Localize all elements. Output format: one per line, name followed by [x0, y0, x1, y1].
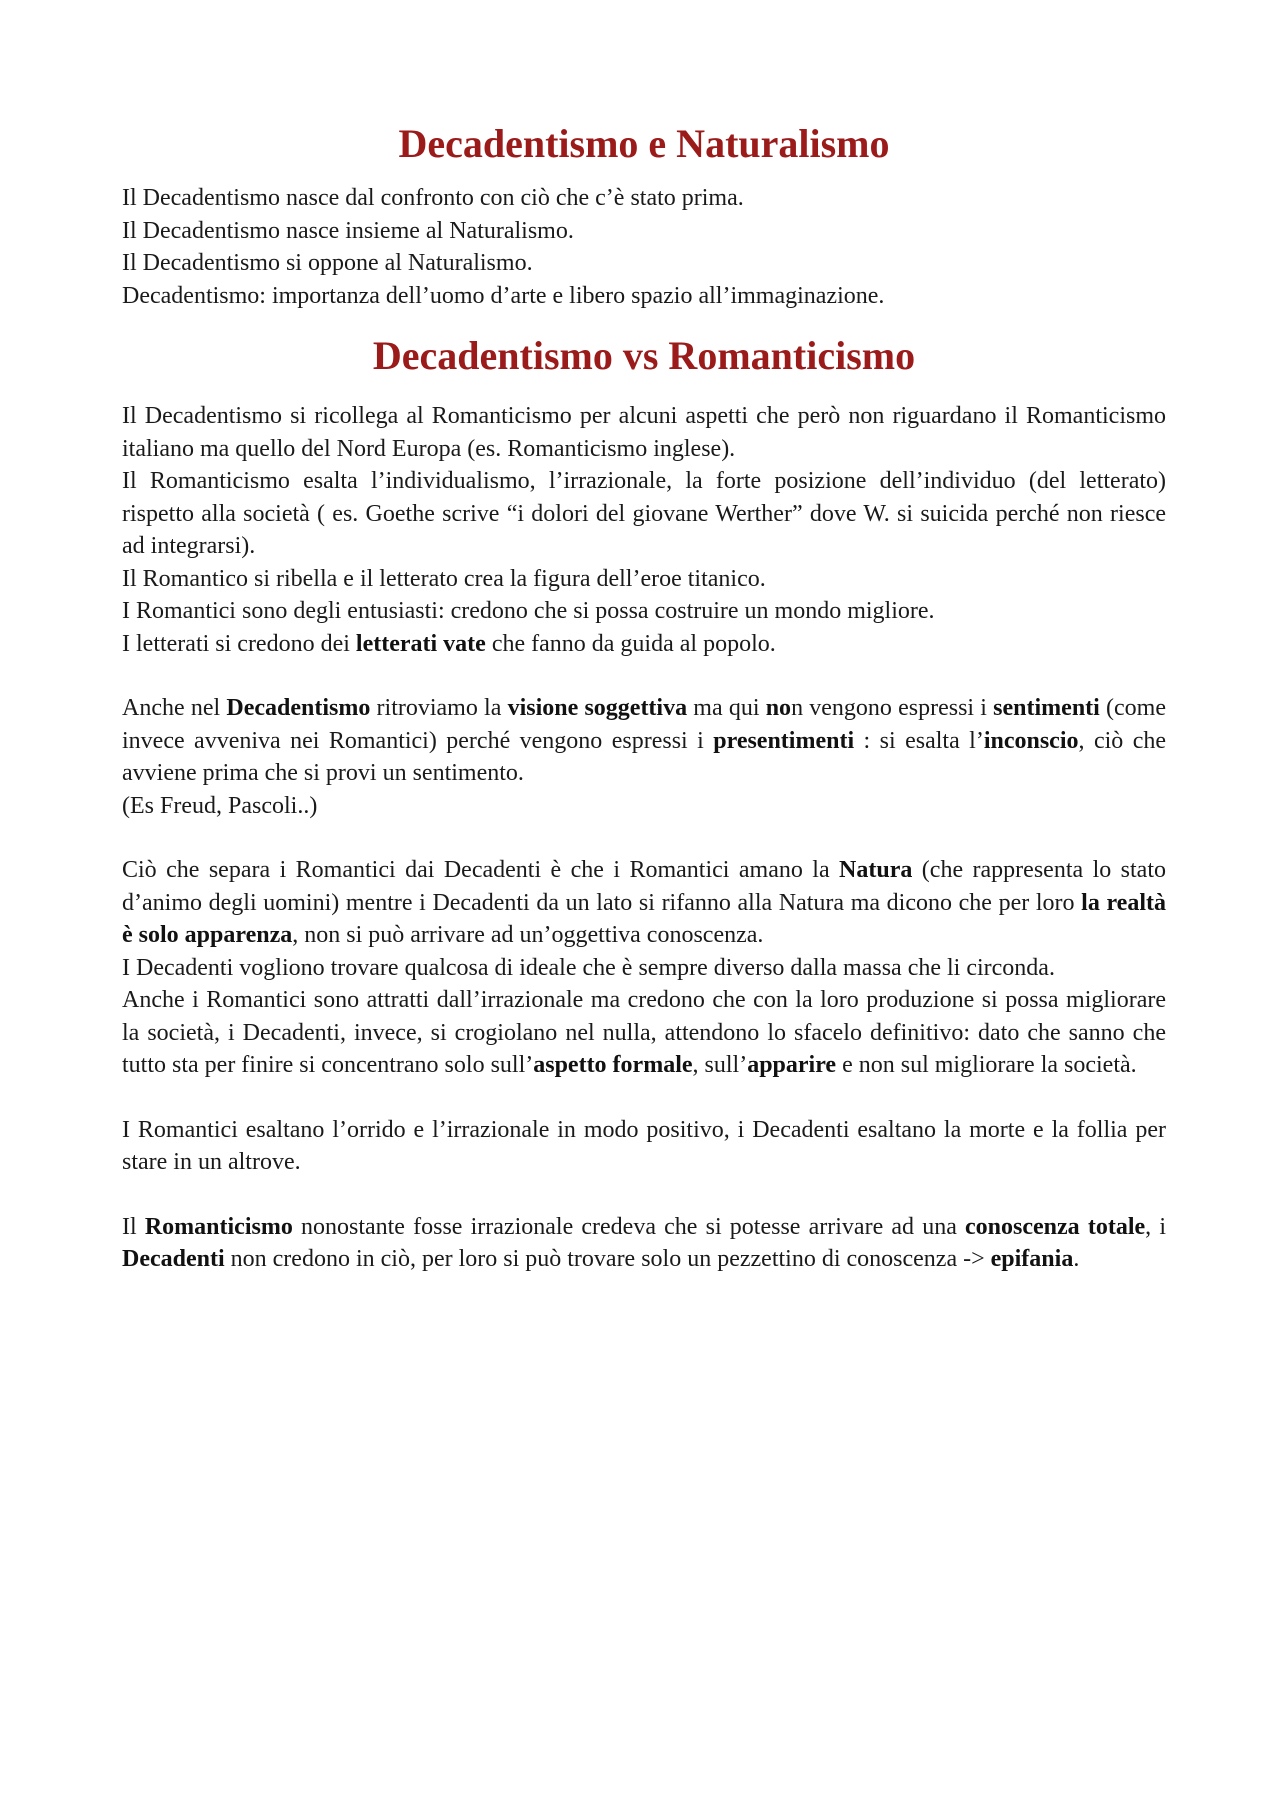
block-orrido [122, 1114, 1166, 1179]
text-run: , ciò che avviene prima che si provi un sentimento. [122, 727, 1167, 786]
paragraph: I Decadenti vogliono trovare qualcosa di ideale che è sempre diverso dalla massa che li circonda. [122, 954, 1055, 981]
bold-term: epifania [990, 1246, 1074, 1272]
text-line: Il Decadentismo si oppone al Naturalismo. [122, 250, 533, 276]
text-run: . [1073, 1246, 1080, 1272]
paragraph-gap [122, 822, 1166, 854]
bold-term: inconscio [983, 727, 1079, 754]
text-run: che fanno da guida al popolo. [485, 630, 776, 657]
text-run: non credono in ciò, per loro si può trovare solo un pezzettino di conoscenza -> [224, 1246, 991, 1272]
paragraph: Il Romanticismo esalta l’individualismo, l’irrazionale, la forte posizione dell’individuo (del letterato) rispetto alla società ( es. Goethe scrive “i dolori del giovane Werther” dove W. si suicida perché non riesce ad integrarsi). [122, 468, 1166, 559]
text-run: , i [1145, 1213, 1166, 1240]
block-visione-soggettiva [122, 692, 1166, 822]
text-run: ritroviamo la [370, 695, 508, 721]
bold-term: Decadentismo [226, 695, 371, 721]
text-run: (che rappresenta lo stato d’animo degli uomini) mentre i Decadenti da un lato si rifanno alla Natura ma dicono che per loro [122, 857, 1166, 916]
bold-term: no [765, 695, 792, 721]
text-line: Decadentismo: importanza dell’uomo d’arte e libero spazio all’immaginazione. [122, 282, 885, 309]
text-line: Il Decadentismo nasce insieme al Naturalismo. [122, 217, 574, 244]
bold-term: Decadenti [122, 1246, 225, 1272]
paragraph [122, 984, 1166, 1082]
section1-body [122, 182, 1166, 312]
block-introduction [122, 400, 1166, 660]
text-run: Il [122, 1213, 145, 1240]
bold-term: la realtà è solo apparenza [122, 889, 1166, 948]
bold-term: visione soggettiva [507, 695, 688, 721]
paragraph [122, 692, 1166, 790]
text-run: n vengono espressi i [791, 695, 994, 721]
paragraph: Il Romantico si ribella e il letterato crea la figura dell’eroe titanico. [122, 565, 766, 592]
text-run: : si esalta l’ [854, 727, 984, 754]
text-run: nonostante fosse irrazionale credeva che si potesse arrivare ad una [292, 1213, 966, 1240]
text-run: ma qui [687, 695, 766, 721]
block-natura [122, 854, 1166, 1082]
paragraph: I Romantici esaltano l’orrido e l’irrazionale in modo positivo, i Decadenti esaltano la morte e la follia per stare in un altrove. [122, 1116, 1166, 1175]
text-run: , non si può arrivare ad un’oggettiva conoscenza. [292, 922, 764, 948]
bold-term: letterati vate [355, 630, 486, 657]
section-title-decadentismo-vs-romanticismo: Decadentismo vs Romanticismo [372, 333, 916, 378]
paragraph [122, 1211, 1166, 1276]
paragraph-gap [122, 660, 1166, 692]
text-run: Anche i Romantici sono attratti dall’irrazionale ma credono che con la loro produzione si possa migliorare la società, i Decadenti, invece, si crogiolano nel nulla, attendono lo sfacelo definitivo: dato che sanno che tutto sta per finire si concentrano solo sull’ [122, 987, 1166, 1078]
paragraph: (Es Freud, Pascoli..) [122, 792, 318, 819]
paragraph-gap [122, 1082, 1166, 1114]
paragraph: I Romantici sono degli entusiasti: credono che si possa costruire un mondo migliore. [122, 598, 935, 624]
document-content [122, 118, 1166, 1276]
paragraph: Il Decadentismo si ricollega al Romanticismo per alcuni aspetti che però non riguardano il Romanticismo italiano ma quello del Nord Europa (es. Romanticismo inglese). [122, 403, 1166, 462]
block-conoscenza [122, 1211, 1166, 1276]
paragraph-gap [122, 1179, 1166, 1211]
paragraph [122, 628, 1166, 661]
bold-term: sentimenti [993, 695, 1100, 721]
bold-term: conoscenza totale [965, 1213, 1146, 1240]
text-run: I letterati si credono dei [122, 630, 356, 657]
text-run: Anche nel [122, 695, 227, 721]
section-title-decadentismo-naturalismo: Decadentismo e Naturalismo [398, 121, 890, 166]
bold-term: presentimenti [713, 727, 855, 754]
text-run: , sull’ [692, 1052, 748, 1078]
text-run: (come invece avveniva nei Romantici) perché vengono espressi i [122, 695, 1166, 754]
text-line: Il Decadentismo nasce dal confronto con ciò che c’è stato prima. [122, 185, 744, 211]
text-run: Ciò che separa i Romantici dai Decadenti è che i Romantici amano la [122, 857, 840, 883]
bold-term: aspetto formale [533, 1052, 693, 1078]
bold-term: apparire [747, 1052, 837, 1078]
bold-term: Natura [839, 857, 913, 883]
paragraph [122, 854, 1166, 952]
text-run: e non sul migliorare la società. [836, 1052, 1137, 1078]
bold-term: Romanticismo [144, 1213, 293, 1240]
